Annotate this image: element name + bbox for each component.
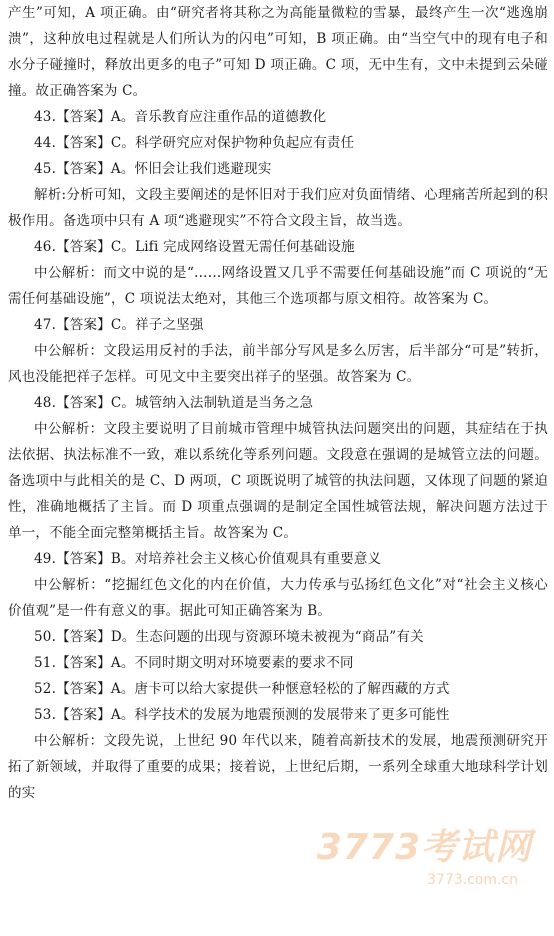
explanation-53: 中公解析：文段先说，上世纪 90 年代以来，随着高新技术的发展，地震预测研究开拓了新领域，并取得了重要的成果；接着说，上世纪后期，一系列全球重大地球科学计划的实 bbox=[8, 733, 548, 801]
answer-48: 48.【答案】C。城管纳入法制轨道是当务之急 bbox=[34, 395, 314, 411]
answer-52: 52.【答案】A。唐卡可以给大家提供一种惬意轻松的了解西藏的方式 bbox=[34, 681, 450, 697]
explanation-45: 解析:分析可知，文段主要阐述的是怀旧对于我们应对负面情绪、心理痛苦所起到的积极作用。备选项中只有 A 项“逃避现实”不符合文段主旨，故当选。 bbox=[8, 187, 548, 229]
answer-45: 45.【答案】A。怀旧会让我们逃避现实 bbox=[34, 161, 272, 177]
answer-51: 51.【答案】A。不同时期文明对环境要素的要求不同 bbox=[34, 655, 354, 671]
watermark-logo: 3773考试网 bbox=[316, 827, 532, 868]
explanation-47: 中公解析：文段运用反衬的手法，前半部分写风是多么厉害，后半部分“可是”转折，风也没能把祥子怎样。可见文中主要突出祥子的坚强。故答案为 C。 bbox=[8, 343, 548, 385]
paragraph-answer-42-explanation: 产生”可知，A 项正确。由“研究者将其称之为高能量微粒的雪暴，最终产生一次“逃逸崩溃”，这种放电过程就是人们所认为的闪电”可知，B 项正确。由“当空气中的现有电子和水分子碰撞时，释放出更多的电子”可知 D 项正确。C 项，无中生有，文中未提到云朵碰撞。故正确答案为 C。 bbox=[8, 5, 548, 99]
answer-43: 43.【答案】A。音乐教育应注重作品的道德教化 bbox=[34, 109, 327, 125]
answer-50: 50.【答案】D。生态问题的出现与资源环境未被视为“商品”有关 bbox=[34, 629, 424, 645]
answer-53: 53.【答案】A。科学技术的发展为地震预测的发展带来了更多可能性 bbox=[34, 707, 450, 723]
explanation-49: 中公解析：“挖掘红色文化的内在价值，大力传承与弘扬红色文化”对“社会主义核心价值观”是一件有意义的事。据此可知正确答案为 B。 bbox=[8, 577, 548, 619]
answer-46: 46.【答案】C。Lifi 完成网络设置无需任何基础设施 bbox=[34, 239, 355, 255]
explanation-46: 中公解析：而文中说的是“……网络设置又几乎不需要任何基础设施”而 C 项说的“无需任何基础设施”，C 项说法太绝对，其他三个选项都与原文相符。故答案为 C。 bbox=[8, 265, 548, 307]
answer-44: 44.【答案】C。科学研究应对保护物种负起应有责任 bbox=[34, 135, 355, 151]
watermark-url: 3773.com.cn bbox=[427, 872, 518, 888]
answer-47: 47.【答案】C。祥子之坚强 bbox=[34, 317, 204, 333]
explanation-48: 中公解析：文段主要说明了目前城市管理中城管执法问题突出的问题，其症结在于执法依据、执法标准不一致，难以系统化等系列问题。文段意在强调的是城管立法的问题。备选项中与此相关的是 C、D 两项，C 项既说明了城管的执法问题，又体现了问题的紧迫性，准确地概括了主旨。而 D 项重点强调的是制定全国性城管法规，解决问题方法过于单一，不能全面完整第概括主旨。故答案为 C。 bbox=[8, 421, 548, 541]
answer-49: 49.【答案】B。对培养社会主义核心价值观具有重要意义 bbox=[34, 551, 382, 567]
